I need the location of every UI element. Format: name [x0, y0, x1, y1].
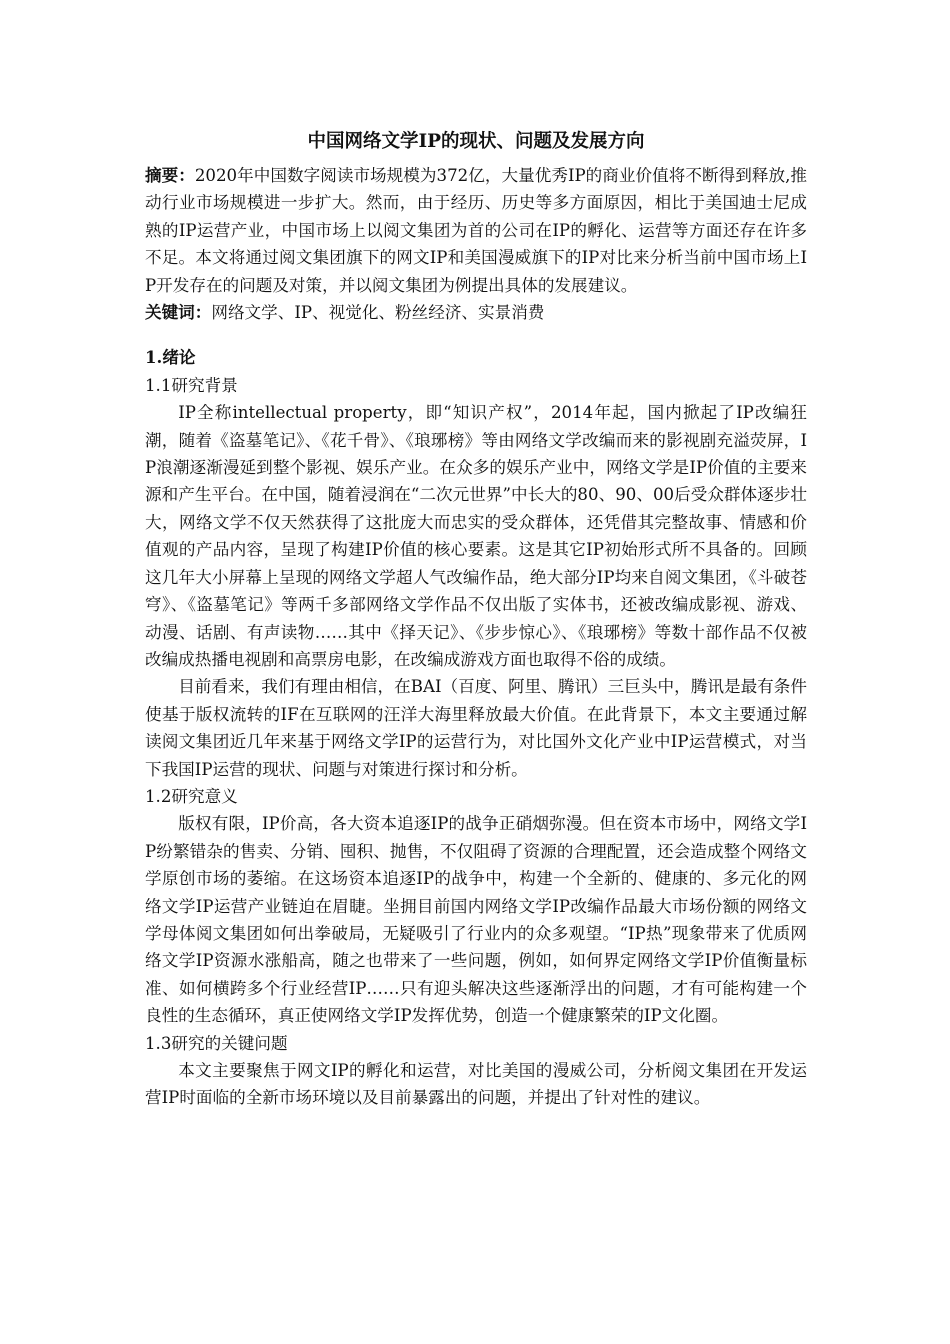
paragraph-significance: 版权有限，IP价高，各大资本追逐IP的战争正硝烟弥漫。但在资本市场中，网络文学IP纷繁错杂的售卖、分销、囤积、抛售，不仅阻碍了资源的合理配置，还会造成整个网络文学原创市场的萎缩。在这场资本追逐IP的战争中，构建一个全新的、健康的、多元化的网络文学IP运营产业链迫在眉睫。坐拥目前国内网络文学IP改编作品最大市场份额的网络文学母体阅文集团如何出拳破局，无疑吸引了行业内的众多观望。“IP热”现象带来了优质网络文学IP资源水涨船高，随之也带来了一些问题，例如，如何界定网络文学IP价值衡量标准、如何横跨多个行业经营IP……只有迎头解决这些逐渐浮出的问题，才有可能构建一个良性的生态循环，真正使网络文学IP发挥优势，创造一个健康繁荣的IP文化圈。 [145, 814, 807, 1026]
keywords-label: 关键词： [145, 302, 212, 323]
abstract [145, 162, 807, 299]
section-heading-introduction: 1.绪论 [145, 347, 196, 368]
paragraph-background-1: IP全称intellectual property，即“知识产权”，2014年起，国内掀起了IP改编狂潮，随着《盗墓笔记》、《花千骨》、《琅琊榜》等由网络文学改编而来的影视剧充溢荧屏，IP浪潮逐渐漫延到整个影视、娱乐产业。在众多的娱乐产业中，网络文学是IP价值的主要来源和产生平台。在中国，随着浸润在“二次元世界”中长大的80、90、00后受众群体逐步壮大，网络文学不仅天然获得了这批庞大而忠实的受众群体，还凭借其完整故事、情感和价值观的产品内容，呈现了构建IP价值的核心要素。这是其它IP初始形式所不具备的。回顾这几年大小屏幕上呈现的网络文学超人气改编作品，绝大部分IP均来自阅文集团，《斗破苍穹》、《盗墓笔记》等两千多部网络文学作品不仅出版了实体书，还被改编成影视、游戏、动漫、话剧、有声读物……其中《择天记》、《步步惊心》、《琅琊榜》等数十部作品不仅被改编成热播电视剧和高票房电影，在改编成游戏方面也取得不俗的成绩。 [145, 403, 807, 669]
abstract-text: 2020年中国数字阅读市场规模为372亿，大量优秀IP的商业价值将不断得到释放,推动行业市场规模进一步扩大。然而，由于经历、历史等多方面原因，相比于美国迪士尼成熟的IP运营产业，中国市场上以阅文集团为首的公司在IP的孵化、运营等方面还存在许多不足。本文将通过阅文集团旗下的网文IP和美国漫威旗下的IP对比来分析当前中国市场上IP开发存在的问题及对策，并以阅文集团为例提出具体的发展建议。 [145, 166, 807, 295]
keywords-text: 网络文学、IP、视觉化、粉丝经济、实景消费 [211, 303, 545, 323]
abstract-label: 摘要： [145, 165, 195, 185]
subsection-heading-background: 1.1研究背景 [145, 375, 238, 395]
document-page [145, 128, 807, 1112]
paragraph-background-2: 目前看来，我们有理由相信，在BAI（百度、阿里、腾讯）三巨头中，腾讯是最有条件使基于版权流转的IF在互联网的汪洋大海里释放最大价值。在此背景下，本文主要通过解读阅文集团近几年来基于网络文学IP的运营行为，对比国外文化产业中IP运营模式，对当下我国IP运营的现状、问题与对策进行探讨和分析。 [145, 677, 807, 779]
subsection-heading-key-issues: 1.3研究的关键问题 [145, 1033, 288, 1053]
keywords [145, 299, 807, 326]
paper-title: 中国网络文学IP的现状、问题及发展方向 [307, 131, 645, 152]
subsection-heading-significance: 1.2研究意义 [145, 786, 238, 806]
paragraph-key-issues: 本文主要聚焦于网文IP的孵化和运营，对比美国的漫威公司，分析阅文集团在开发运营IP时面临的全新市场环境以及目前暴露出的问题，并提出了针对性的建议。 [145, 1061, 807, 1108]
